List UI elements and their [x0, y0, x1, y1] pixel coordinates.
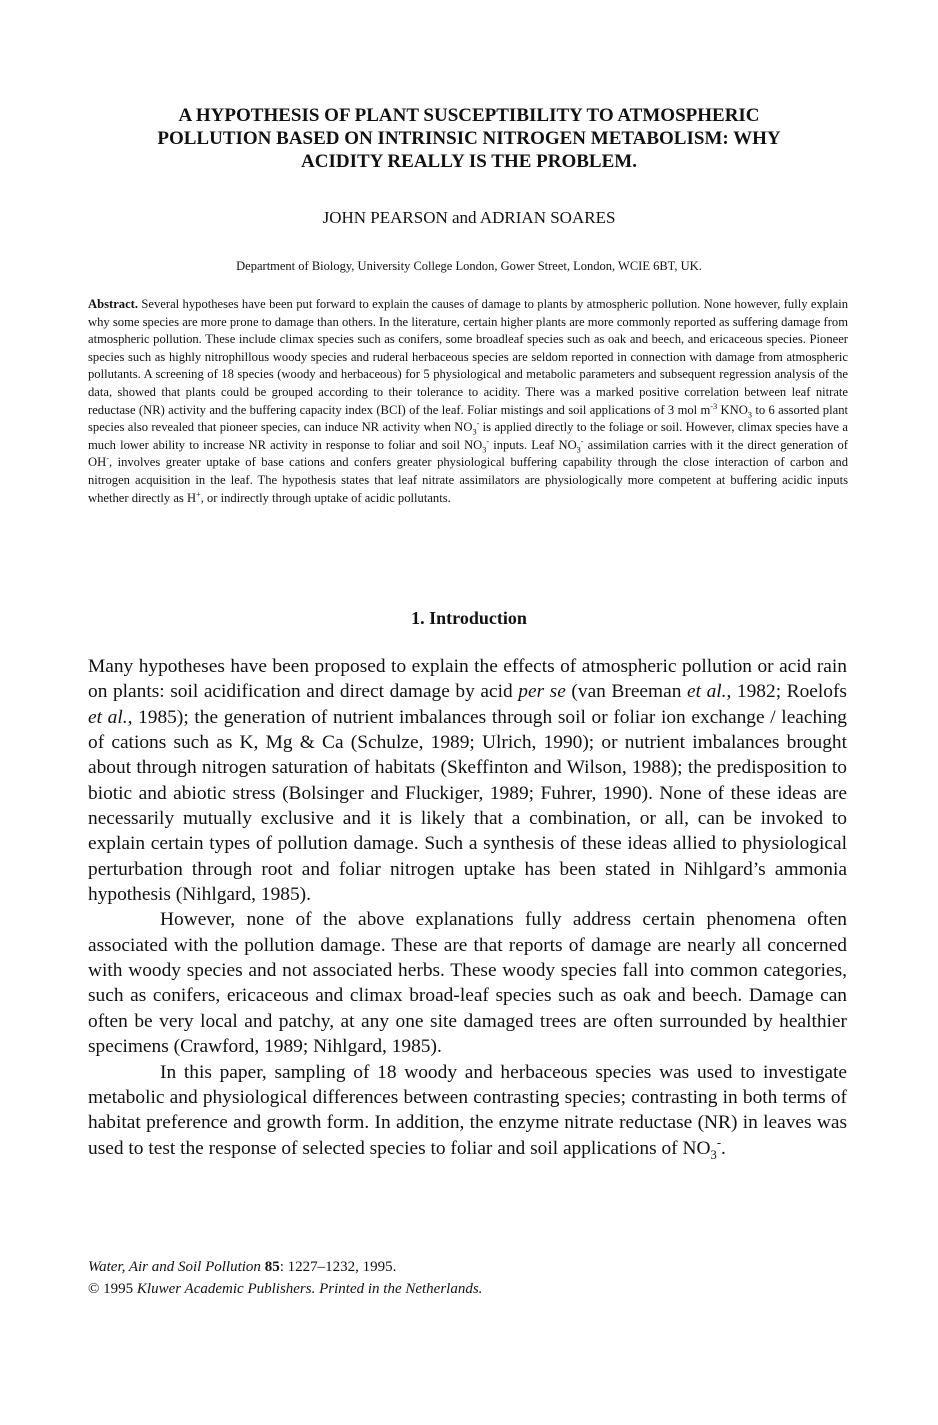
intro-paragraph-3 [88, 1060, 847, 1161]
abstract-text: inputs. Leaf NO [489, 437, 577, 452]
intro-paragraph-2: However, none of the above explanations fully address certain phenomena often associated with the pollution damage. These are that reports of damage are nearly all concerned with woody species and not associated herbs. These woody species fall into common categories, such as conifers, ericaceous and climax broad-leaf species such as oak and beech. Damage can often be very local and patchy, at any one site damaged trees are often surrounded by healthier specimens (Crawford, 1989; Nihlgard, 1985). [88, 909, 847, 1058]
paragraph-text: . [721, 1137, 726, 1159]
abstract-text: is applied directly to the foliage or soil. However, climax species have a much lower ability to increase NR activity in response to foliar and soil NO [88, 420, 848, 452]
journal-volume: 85 [264, 1259, 280, 1275]
abstract-superscript: -3 [710, 401, 718, 411]
abstract-subscript: 3 [482, 445, 487, 455]
abstract-subscript: 3 [472, 427, 477, 437]
superscript: - [716, 1135, 722, 1150]
copyright-line [88, 1278, 848, 1300]
abstract-subscript: 3 [576, 445, 581, 455]
abstract-text: Several hypotheses have been put forward to explain the causes of damage to plants by atmospheric pollution. None however, fully explain why some species are more prone to damage than others. In the literature, certain higher plants are more commonly reported as suffering damage from atmospheric pollution. These include climax species such as conifers, some broadleaf species such as oak and beech, and ericaceous species. Pioneer species such as highly nitrophillous woody species and ruderal herbaceous species are seldom reported in connection with damage from atmospheric pollutants. A screening of 18 species (woody and herbaceous) for 5 physiological and metabolic parameters and subsequent regression analysis of the data, showed that plants could be grouped according to their tolerance to acidity. There was a marked positive correlation between leaf nitrate reductase (NR) activity and the buffering capacity index (BCI) of the leaf. Foliar mistings and soil applications of 3 mol m [88, 297, 848, 417]
abstract-text: , or indirectly through uptake of acidic pollutants. [200, 490, 451, 505]
affiliation: Department of Biology, University College London, Gower Street, London, WCIE 6BT, UK. [236, 259, 702, 273]
title-line-1: A HYPOTHESIS OF PLANT SUSCEPTIBILITY TO ATMOSPHERIC [178, 105, 760, 126]
abstract-label: Abstract. [88, 297, 139, 311]
paragraph-text: , 1985); the generation of nutrient imbalances through soil or foliar ion exchange / leaching of cations such as K, Mg & Ca (Schulze, 1989; Ulrich, 1990); or nutrient imbalances brought about through nitrogen saturation of habitats (Skeffinton and Wilson, 1988); the predisposition to biotic and abiotic stress (Bolsinger and Fluckiger, 1989; Fuhrer, 1990). None of these ideas are necessarily mutually exclusive and it is likely that a combination, or all, can be invoked to explain certain types of pollution damage. Such a synthesis of these ideas allied to physiological perturbation through root and foliar nitrogen uptake has been stated in Nihlgard’s ammonia hypothesis (Nihlgard, 1985). [88, 706, 847, 906]
citation-line [88, 1256, 848, 1278]
introduction-body [88, 654, 847, 1161]
paragraph-text: Many hypotheses have been proposed to explain the effects of atmospheric pollution or acid rain on plants: soil acidification and direct damage by acid [88, 656, 847, 703]
abstract-superscript: + [196, 489, 201, 499]
abstract-text: assimilation carries with it the direct generation of OH [88, 437, 848, 470]
paragraph-text: , 1982; Roelofs [726, 681, 847, 703]
italic-text: per se [518, 681, 566, 703]
abstract-text: , involves greater uptake of base cations and confers greater physiological buffering capability through the close interaction of carbon and nitrogen acquisition in the leaf. The hypothesis states that leaf nitrate assimilators are physiologically more competent at buffering acidic inputs whether directly as H [88, 455, 848, 505]
abstract-superscript: - [486, 436, 490, 446]
abstract-superscript: - [106, 454, 109, 464]
subscript: 3 [710, 1147, 717, 1162]
italic-text: et al. [687, 681, 727, 703]
abstract [88, 296, 848, 507]
publisher-text: Kluwer Academic Publishers. Printed in the Netherlands. [136, 1281, 483, 1297]
abstract-superscript: - [476, 418, 480, 428]
journal-footer [88, 1256, 848, 1300]
paper-title [100, 104, 838, 173]
title-line-2: POLLUTION BASED ON INTRINSIC NITROGEN METABOLISM: WHY [157, 128, 781, 149]
abstract-superscript: - [580, 436, 584, 446]
abstract-subscript: 3 [747, 410, 752, 420]
journal-pages: : 1227–1232, 1995. [279, 1259, 397, 1275]
italic-text: et al. [88, 706, 128, 728]
paragraph-text: In this paper, sampling of 18 woody and herbaceous species was used to investigate metabolic and physiological differences between contrasting species; contrasting in both terms of habitat preference and growth form. In addition, the enzyme nitrate reductase (NR) in leaves was used to test the response of selected species to foliar and soil applications of NO [88, 1061, 847, 1159]
paragraph-text: (van Breeman [565, 681, 687, 703]
intro-paragraph-1 [88, 654, 847, 907]
abstract-text: to 6 assorted plant species also revealed that pioneer species, can induce NR activity when NO [88, 402, 848, 435]
title-line-3: ACIDITY REALLY IS THE PROBLEM. [301, 151, 637, 172]
journal-name: Water, Air and Soil Pollution [88, 1259, 261, 1275]
copyright-year: © 1995 [88, 1281, 134, 1297]
author-list: JOHN PEARSON and ADRIAN SOARES [322, 208, 616, 227]
abstract-text: KNO [717, 402, 748, 417]
section-heading-introduction: 1. Introduction [411, 608, 527, 628]
